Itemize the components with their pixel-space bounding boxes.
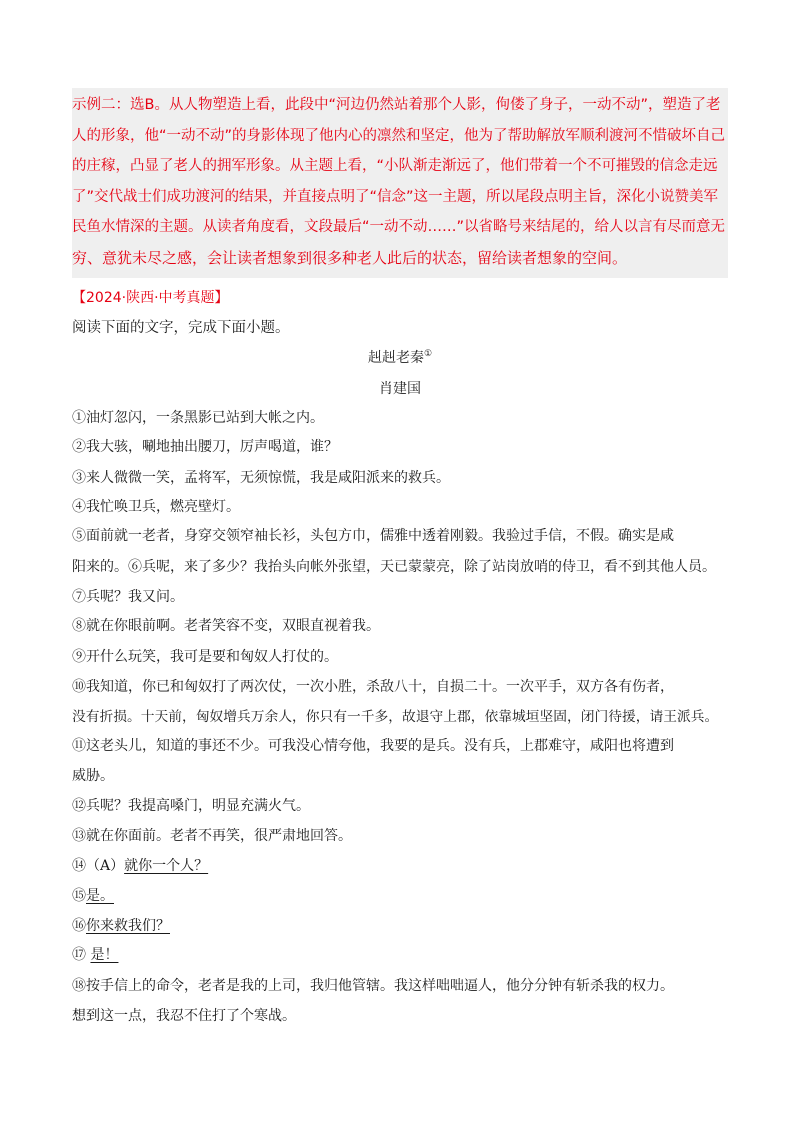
story-author: 肖建国: [379, 381, 421, 397]
paragraph: ③来人微微一笑，孟将军，无须惊慌，我是咸阳派来的救兵。: [72, 470, 450, 486]
paragraph: ①油灯忽闪，一条黑影已站到大帐之内。: [72, 410, 324, 426]
answer-explanation: [72, 88, 728, 278]
answer-line: 穷、意犹未尽之感，会让读者想象到很多种老人此后的状态，留给读者想象的空间。: [72, 248, 628, 267]
underlined-text: 你来救我们？: [86, 918, 170, 934]
blank-label: （A）: [86, 858, 125, 874]
answer-line: 了”交代战士们成功渡河的结果，并直接点明了“信念”这一主题，所以尾段点明主旨，深化小说赞美军: [72, 188, 719, 205]
instruction: 阅读下面的文字，完成下面小题。: [72, 320, 290, 336]
paragraph-continuation: 没有折损。十天前，匈奴增兵万余人，你只有一千多，故退守上郡，依靠城垣坚固，闭门待援，请王派兵。: [72, 709, 719, 725]
answer-line: 民鱼水情深的主题。从读者角度看，文段最后“一动不动……”以省略号来结尾的，给人以言有尽而意无: [72, 219, 726, 236]
underlined-line: [72, 885, 728, 907]
underlined-text: 是！: [90, 947, 119, 963]
paragraph: ⑬就在你面前。老者不再笑，很严肃地回答。: [72, 828, 352, 844]
paragraph-continuation: 想到这一点，我忍不住打了个寒战。: [72, 1008, 296, 1024]
paragraph: ④我忙唤卫兵，燃亮壁灯。: [72, 499, 240, 515]
paragraph-number: ⑯: [72, 918, 86, 934]
underlined-line: [72, 855, 728, 877]
paragraph: ②我大骇，唰地抽出腰刀，厉声喝道，谁？: [72, 439, 338, 455]
paragraph-continuation: 阳来的。⑥兵呢，来了多少？我抬头向帐外张望，天已蒙蒙亮，除了站岗放哨的侍卫，看不到其他人员。: [72, 559, 716, 575]
story-title-text: 赳赳老秦: [367, 350, 424, 366]
underlined-text: 是。: [86, 888, 114, 904]
paragraph-number: ⑭: [72, 858, 86, 874]
paragraph: ⑩我知道，你已和匈奴打了两次仗，一次小胜，杀敌八十，自损二十。一次平手，双方各有伤者，: [72, 679, 674, 695]
paragraph-number: ⑮: [72, 888, 86, 904]
underlined-text: 就你一个人？: [124, 858, 209, 874]
paragraph: ⑨开什么玩笑，我可是要和匈奴人打仗的。: [72, 649, 338, 665]
source-tag: 【2024·陕西·中考真题】: [72, 290, 229, 306]
answer-line: 示例二：选B。从人物塑造上看，此段中“河边仍然站着那个人影，佝偻了身子，一动不动”，塑造了老: [72, 97, 721, 113]
paragraph-number: ⑰: [72, 947, 86, 963]
paragraph: ⑱按手信上的命令，老者是我的上司，我归他管辖。我这样咄咄逼人，他分分钟有斩杀我的权力。: [72, 978, 674, 994]
paragraph: ⑪这老头儿，知道的事还不少。可我没心情夸他，我要的是兵。没有兵，上郡难守，咸阳也将遭到: [72, 738, 674, 754]
underlined-line: [72, 915, 728, 937]
title-footnote-mark: ①: [423, 349, 433, 359]
underlined-line: [72, 944, 728, 966]
story-title: [0, 343, 800, 369]
answer-line: 人的形象，他“一动不动”的身影体现了他内心的凛然和坚定，他为了帮助解放军顺利渡河不惜破坏自己: [72, 127, 726, 144]
paragraph: ⑤面前就一老者，身穿交领窄袖长衫，头包方巾，儒雅中透着刚毅。我验过手信，不假。确实是咸: [72, 528, 674, 544]
paragraph: ⑫兵呢？我提高嗓门，明显充满火气。: [72, 798, 310, 814]
paragraph-continuation: 威胁。: [72, 768, 114, 784]
answer-line: 的庄稼，凸显了老人的拥军形象。从主题上看，“小队渐走渐远了，他们带着一个不可摧毁的信念走远: [72, 158, 718, 175]
paragraph: ⑦兵呢？我又问。: [72, 589, 184, 605]
paragraph: ⑧就在你眼前啊。老者笑容不变，双眼直视着我。: [72, 618, 380, 634]
